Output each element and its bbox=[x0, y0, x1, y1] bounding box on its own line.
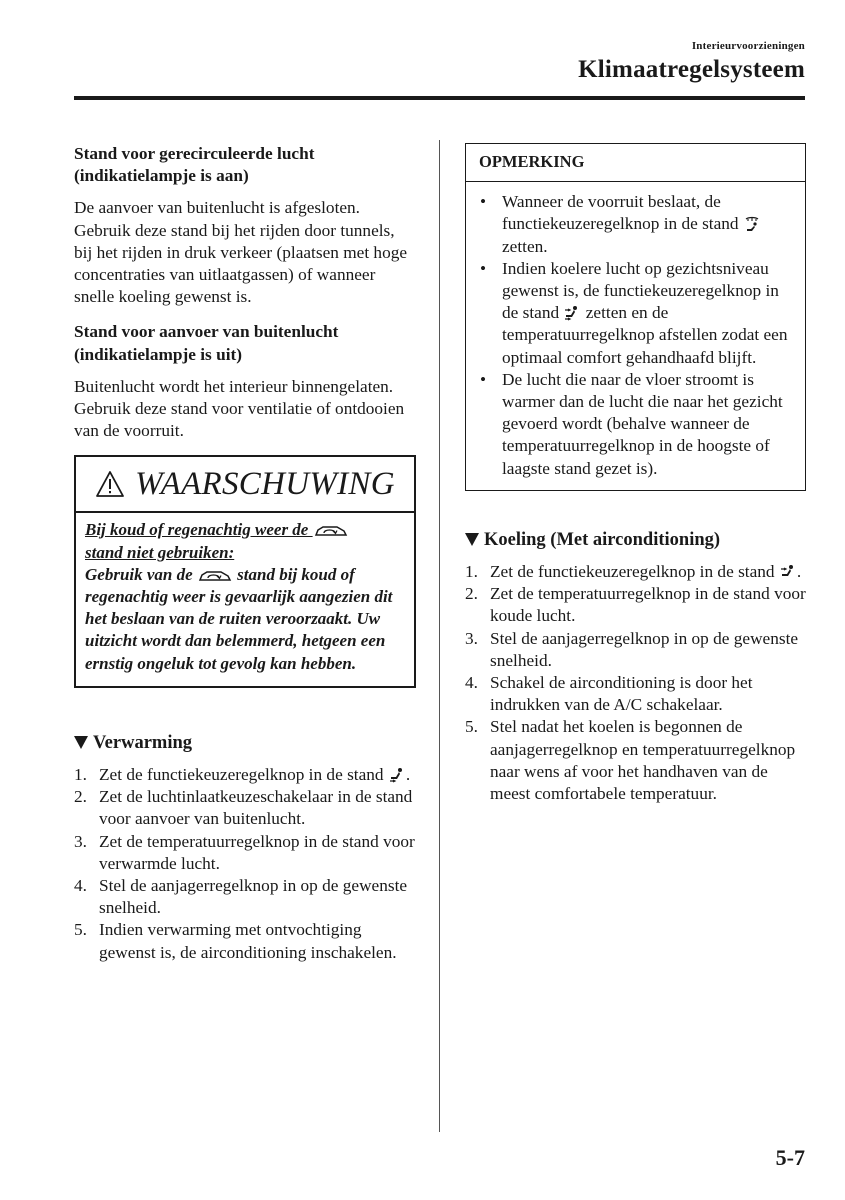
step-text: Stel de aanjagerregelknop in op de gewenste snelheid. bbox=[490, 628, 799, 670]
right-column bbox=[465, 143, 806, 805]
warning-title: WAARSCHUWING bbox=[135, 466, 395, 503]
step-text: Zet de luchtinlaatkeuzeschakelaar in de stand voor aanvoer van buitenlucht. bbox=[99, 787, 413, 829]
list-item bbox=[480, 191, 795, 258]
face-mode-icon bbox=[779, 564, 797, 580]
note-bullets bbox=[480, 191, 795, 480]
list-item bbox=[74, 786, 416, 830]
bullet-dot: • bbox=[480, 258, 487, 278]
step-text bbox=[99, 764, 416, 786]
recirculation-car-icon bbox=[197, 567, 233, 583]
warning-body bbox=[76, 513, 414, 685]
list-item bbox=[465, 716, 806, 805]
cooling-heading bbox=[465, 529, 806, 551]
outside-air-body: Buitenlucht wordt het interieur binnengelaten. Gebruik deze stand voor ventilatie of ontdooien van de voorruit. bbox=[74, 376, 405, 441]
outside-air-heading: Stand voor aanvoer van buitenlucht (indikatielampje is uit) bbox=[74, 322, 339, 364]
section-triangle-icon bbox=[465, 533, 479, 546]
list-item bbox=[74, 875, 416, 919]
bullet-dot: • bbox=[480, 192, 487, 212]
warning-box bbox=[74, 455, 416, 687]
cooling-title: Koeling (Met airconditioning) bbox=[484, 529, 721, 550]
page-title: Klimaatregelsysteem bbox=[578, 56, 805, 83]
cooling-steps bbox=[465, 561, 806, 805]
warning-detail bbox=[85, 564, 405, 675]
warning-lead-text-a: Bij koud of regenachtig weer de bbox=[85, 520, 313, 540]
warning-detail-text-b: stand bij koud of regenachtig weer is gevaarlijk aangezien dit het beslaan van de ruiten veroorzaakt. Uw uitzicht wordt dan belemmerd, hetgeen een ernstig ongeluk tot gevolg kan hebben. bbox=[85, 564, 393, 673]
bullet-dot: • bbox=[480, 369, 487, 389]
list-item bbox=[74, 919, 416, 963]
step-text-b: . bbox=[796, 562, 802, 582]
step-number: 3. bbox=[74, 831, 87, 851]
bullet-text bbox=[502, 258, 795, 369]
step-number: 2. bbox=[74, 787, 87, 807]
step-number: 2. bbox=[465, 584, 478, 604]
recirc-heading: Stand voor gerecirculeerde lucht (indikatielampje is aan) bbox=[74, 144, 315, 186]
page-number: 5-7 bbox=[775, 1145, 805, 1170]
note-title: OPMERKING bbox=[466, 144, 805, 182]
header-rule bbox=[74, 96, 805, 100]
warning-triangle-icon bbox=[95, 470, 125, 498]
bi-level-icon bbox=[563, 305, 581, 321]
floor-mode-icon bbox=[388, 767, 406, 783]
warning-lead bbox=[85, 519, 405, 563]
recirculation-car-icon bbox=[313, 522, 349, 538]
step-number: 4. bbox=[465, 673, 478, 693]
step-text-a: Zet de functiekeuzeregelknop in de stand bbox=[99, 765, 388, 785]
warning-lead-text-b: stand niet gebruiken: bbox=[85, 542, 235, 562]
warning-detail-text-a: Gebruik van de bbox=[85, 564, 197, 584]
list-item bbox=[74, 831, 416, 875]
list-item bbox=[480, 369, 795, 480]
step-number: 1. bbox=[74, 765, 87, 785]
bullet-text bbox=[502, 191, 795, 258]
step-text: Stel nadat het koelen is begonnen de aanjagerregelknop en temperatuurregelknop naar wens af voor het handhaven van de meest comfortabele temperatuur. bbox=[490, 717, 796, 804]
list-item bbox=[465, 561, 806, 583]
list-item bbox=[465, 583, 806, 627]
step-text: Stel de aanjagerregelknop in op de gewenste snelheid. bbox=[99, 876, 408, 918]
heating-steps bbox=[74, 764, 416, 964]
step-text bbox=[490, 561, 806, 583]
step-number: 5. bbox=[74, 920, 87, 940]
list-item bbox=[480, 258, 795, 369]
step-number: 1. bbox=[465, 562, 478, 582]
bullet-text: De lucht die naar de vloer stroomt is warmer dan de lucht die naar het gezicht gevoerd wordt (behalve wanneer de temperatuurregelknop in de hoogste of laagste stand gezet is). bbox=[502, 369, 783, 478]
note-body bbox=[466, 182, 805, 490]
floor-defrost-icon bbox=[743, 216, 761, 232]
step-text-a: Zet de functiekeuzeregelknop in de stand bbox=[490, 562, 779, 582]
list-item bbox=[74, 764, 416, 786]
bullet-text-a: Wanneer de voorruit beslaat, de functiekeuzeregelknop in de stand bbox=[502, 192, 743, 234]
step-text: Schakel de airconditioning is door het indrukken van de A/C schakelaar. bbox=[490, 673, 753, 715]
section-triangle-icon bbox=[74, 736, 88, 749]
step-number: 5. bbox=[465, 717, 478, 737]
recirc-body: De aanvoer van buitenlucht is afgesloten. Gebruik deze stand bij het rijden door tunnels, bij het rijden in druk verkeer (plaatsen met hoge concentraties van uitlaatgassen) of wanneer snelle koeling gewenst is. bbox=[74, 198, 408, 307]
step-text-b: . bbox=[405, 765, 411, 785]
bullet-text-b: zetten en de temperatuurregelknop afstellen zodat een optimaal comfort gehandhaafd blijft. bbox=[502, 303, 788, 367]
note-box bbox=[465, 143, 806, 491]
warning-header bbox=[76, 457, 414, 513]
section-label: Interieurvoorzieningen bbox=[691, 40, 805, 52]
step-text: Indien verwarming met ontvochtiging gewenst is, de airconditioning inschakelen. bbox=[99, 920, 397, 962]
list-item bbox=[465, 672, 806, 716]
bullet-text-b: zetten. bbox=[502, 236, 548, 256]
column-divider bbox=[439, 140, 440, 1132]
step-number: 4. bbox=[74, 876, 87, 896]
bullet-text-a: Indien koelere lucht op gezichtsniveau gewenst is, de functiekeuzeregelknop in de stand bbox=[502, 258, 779, 323]
list-item bbox=[465, 628, 806, 672]
step-text: Zet de temperatuurregelknop in de stand voor koude lucht. bbox=[490, 584, 806, 626]
step-number: 3. bbox=[465, 628, 478, 648]
heating-title: Verwarming bbox=[93, 732, 192, 753]
step-text: Zet de temperatuurregelknop in de stand voor verwarmde lucht. bbox=[99, 831, 415, 873]
heating-heading bbox=[74, 732, 416, 754]
left-column bbox=[74, 143, 416, 964]
